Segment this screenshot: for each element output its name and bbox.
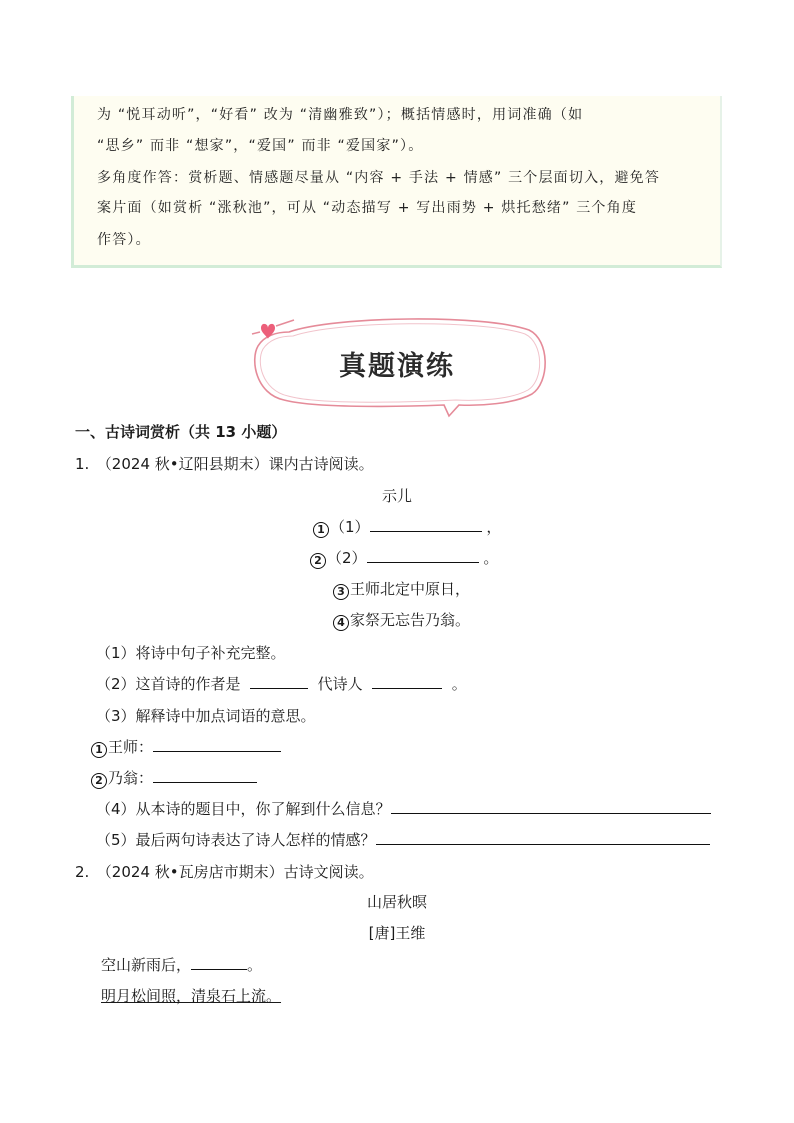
answer-blank[interactable] bbox=[376, 830, 710, 845]
sub-question-1: （1）将诗中句子补充完整。 bbox=[96, 644, 286, 662]
circled-number: 1 bbox=[91, 742, 107, 758]
answer-blank[interactable] bbox=[367, 548, 479, 563]
answer-blank[interactable] bbox=[153, 768, 257, 783]
answer-blank[interactable] bbox=[370, 517, 482, 532]
poem-line-2: 明月松间照，清泉石上流。 bbox=[101, 987, 282, 1005]
term-1: 1 王师： bbox=[91, 736, 281, 758]
poem-line-3: 3 王师北定中原日， bbox=[333, 578, 470, 600]
circled-number: 2 bbox=[91, 773, 107, 789]
tips-line-1: 为 “悦耳动听”，“好看” 改为 “清幽雅致”）；概括情感时，用词准确（如 bbox=[97, 107, 584, 123]
tips-line-3: 多角度作答：赏析题、情感题尽量从 “内容 + 手法 + 情感” 三个层面切入，避免答 bbox=[97, 170, 661, 186]
tips-line-2: “思乡” 而非 “想家”，“爱国” 而非 “爱国家”）。 bbox=[97, 138, 424, 154]
poem-author: [唐]王维 bbox=[368, 924, 426, 942]
question-1-stem: 1. （2024 秋•辽阳县期末）课内古诗阅读。 bbox=[75, 455, 374, 473]
answer-blank[interactable] bbox=[391, 799, 711, 814]
poem-line-1: 1 （1） ， bbox=[313, 516, 501, 538]
answer-blank[interactable] bbox=[250, 674, 308, 689]
banner-title: 真题演练 bbox=[339, 351, 455, 382]
poem-title: 山居秋暝 bbox=[366, 893, 427, 911]
sub-question-2: （2）这首诗的作者是 代诗人 。 bbox=[96, 675, 467, 693]
answer-blank[interactable] bbox=[153, 737, 281, 752]
sub-question-3: （3）解释诗中加点词语的意思。 bbox=[96, 707, 316, 725]
poem-title: 示儿 bbox=[381, 487, 412, 505]
tips-line-4: 案片面（如赏析 “涨秋池”，可从 “动态描写 + 写出雨势 + 烘托愁绪” 三个角度 bbox=[97, 200, 638, 216]
answer-blank[interactable] bbox=[372, 674, 442, 689]
poem-line-1: 空山新雨后， 。 bbox=[101, 956, 263, 974]
circled-number: 4 bbox=[333, 615, 349, 631]
section-heading: 一、古诗词赏析（共 13 小题） bbox=[75, 423, 287, 441]
answer-blank[interactable] bbox=[191, 955, 247, 970]
circled-number: 1 bbox=[313, 522, 329, 538]
term-2: 2 乃翁： bbox=[91, 767, 257, 789]
poem-line-4: 4 家祭无忘告乃翁。 bbox=[333, 609, 470, 631]
tips-line-5: 作答）。 bbox=[97, 232, 151, 248]
circled-number: 3 bbox=[333, 584, 349, 600]
circled-number: 2 bbox=[310, 553, 326, 569]
poem-line-2: 2 （2） 。 bbox=[310, 547, 498, 569]
sub-question-4: （4）从本诗的题目中，你了解到什么信息？ bbox=[96, 798, 711, 819]
sub-question-5: （5）最后两句诗表达了诗人怎样的情感？ bbox=[96, 829, 710, 850]
question-2-stem: 2. （2024 秋•瓦房店市期末）古诗文阅读。 bbox=[75, 863, 374, 881]
